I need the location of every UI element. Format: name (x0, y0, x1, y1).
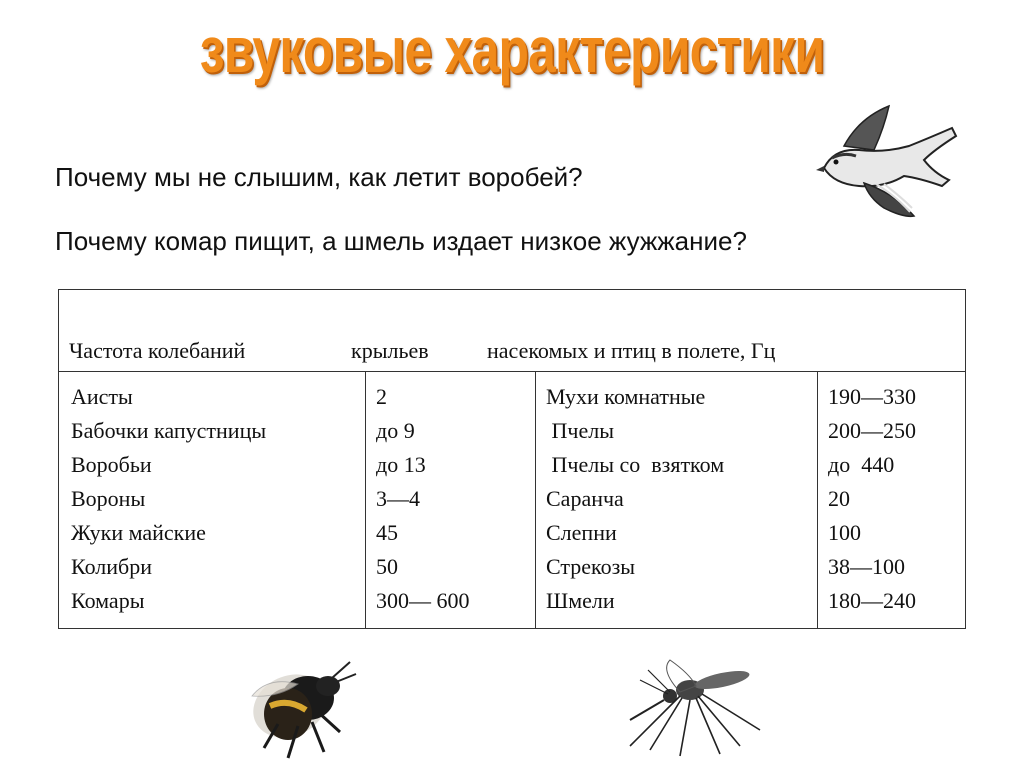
table-cell: 190—330 (828, 384, 916, 409)
table-cell: Пчелы со взятком (546, 452, 725, 477)
table-cell: 200—250 (828, 418, 916, 443)
table-cell: 100 (828, 520, 861, 545)
table-cell: 50 (376, 554, 398, 579)
column-left-names (59, 372, 365, 628)
page-title: звуковые характеристики (199, 14, 825, 86)
table-cell: Аисты (71, 384, 133, 409)
table-cell: Вороны (71, 486, 146, 511)
table-cell: Жуки майские (71, 520, 206, 545)
table-cell: 38—100 (828, 554, 905, 579)
column-right-values (817, 372, 965, 628)
table-cell: Бабочки капустницы (71, 418, 267, 443)
table-cell: Воробьи (71, 452, 152, 477)
table-cell: Стрекозы (546, 554, 636, 579)
header-part-frequency: Частота колебаний (69, 338, 246, 363)
table-cell: Саранча (546, 486, 624, 511)
table-cell: Мухи комнатные (546, 384, 706, 409)
mosquito-illustration (610, 650, 780, 760)
table-cell: Пчелы (546, 418, 614, 443)
table-cell: 20 (828, 486, 850, 511)
bumblebee-photo (228, 636, 368, 764)
table-cell: 2 (376, 384, 387, 409)
table-cell: до 13 (376, 452, 426, 477)
column-right-names (535, 372, 817, 628)
table-cell: 180—240 (828, 588, 916, 613)
frequency-table (58, 289, 966, 629)
header-part-wings: крыльев (351, 338, 429, 363)
table-cell: 300— 600 (376, 588, 470, 613)
question-mosquito-bumblebee: Почему комар пищит, а шмель издает низкое жужжание? (55, 226, 747, 256)
table-cell: Шмели (546, 588, 615, 613)
table-header (59, 290, 965, 372)
table-cell: до 9 (376, 418, 415, 443)
header-part-insects-birds: насекомых и птиц в полете, Гц (487, 338, 776, 363)
sparrow-illustration (814, 98, 964, 223)
table-cell: 3—4 (376, 486, 420, 511)
table-cell: Слепни (546, 520, 617, 545)
table-cell: 45 (376, 520, 398, 545)
question-sparrow: Почему мы не слышим, как летит воробей? (55, 162, 583, 192)
table-cell: Комары (71, 588, 145, 613)
table-cell: до 440 (828, 452, 895, 477)
table-cell: Колибри (71, 554, 153, 579)
column-left-values (365, 372, 535, 628)
